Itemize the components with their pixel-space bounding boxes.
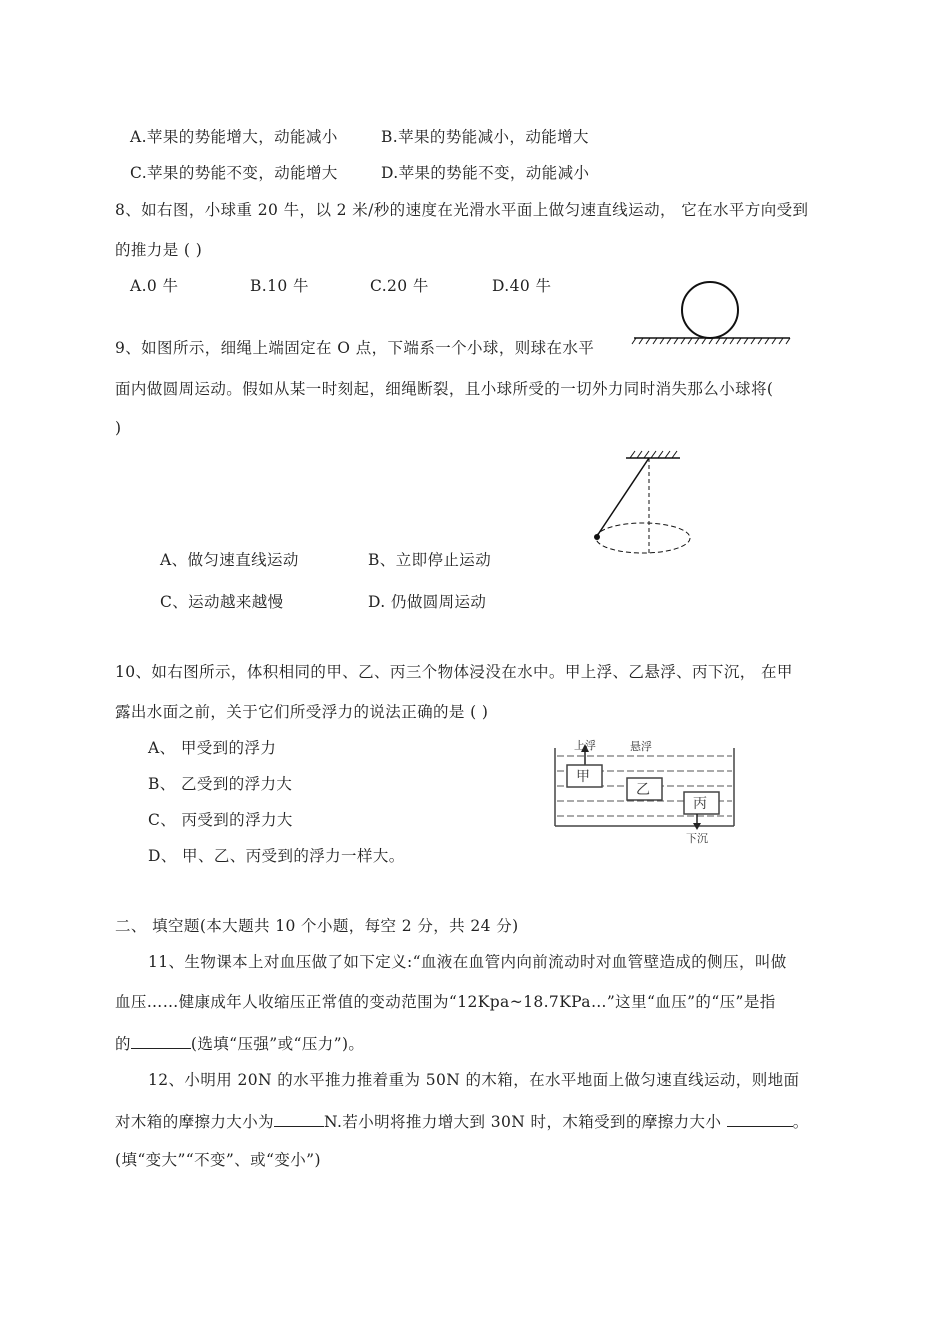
- q7-option-b: B.苹果的势能减小，动能增大: [381, 128, 589, 146]
- string-line: [597, 458, 649, 536]
- label-up: 上浮: [574, 739, 596, 752]
- q11-line3-prefix: 的: [115, 1035, 131, 1053]
- q9-option-c: C、运动越来越慢: [160, 593, 284, 611]
- ceiling-hatching: [630, 451, 677, 458]
- q8-line2: 的推力是 ( ): [115, 241, 203, 259]
- q10-option-b: B、 乙受到的浮力大: [148, 775, 293, 793]
- q8-option-c: C.20 牛: [370, 277, 429, 295]
- q10-option-d: D、 甲、乙、丙受到的浮力一样大。: [148, 847, 405, 865]
- q12-line2-suffix: 。: [792, 1113, 809, 1131]
- q11-line3: [115, 1032, 364, 1054]
- q8-line1: 8、如右图，小球重 20 牛，以 2 米/秒的速度在光滑水平面上做匀速直线运动， 它在水平方向受到: [115, 201, 809, 219]
- q7-option-a: A.苹果的势能增大，动能减小: [130, 128, 338, 146]
- conical-pendulum-figure: [590, 448, 710, 563]
- box-bing-label: 丙: [693, 796, 707, 812]
- label-down: 下沉: [686, 832, 708, 845]
- buoyancy-figure: [552, 738, 737, 848]
- q9-line3: ): [115, 419, 122, 437]
- box-yi-label: 乙: [636, 782, 650, 798]
- q8-option-d: D.40 牛: [492, 277, 552, 295]
- q10-line2: 露出水面之前，关于它们所受浮力的说法正确的是 ( ): [115, 703, 489, 721]
- q7-option-d: D.苹果的势能不变，动能减小: [381, 164, 590, 182]
- q9-option-b: B、立即停止运动: [368, 551, 492, 569]
- ball-circle: [682, 282, 738, 338]
- q9-option-a: A、做匀速直线运动: [160, 551, 299, 569]
- q10-option-c: C、 丙受到的浮力大: [148, 811, 293, 829]
- q12-line3: (填“变大”“不变”、或“变小”): [115, 1151, 321, 1169]
- q9-line2: 面内做圆周运动。假如从某一时刻起，细绳断裂，且小球所受的一切外力同时消失那么小球将(: [115, 380, 774, 398]
- q8-option-a: A.0 牛: [130, 277, 179, 295]
- box-jia-label: 甲: [576, 769, 590, 785]
- q10-line1: 10、如右图所示，体积相同的甲、乙、丙三个物体浸没在水中。甲上浮、乙悬浮、丙下沉， 在甲: [115, 663, 793, 681]
- q12-line2: [115, 1110, 809, 1132]
- q7-option-c: C.苹果的势能不变，动能增大: [130, 164, 338, 182]
- q9-line1: 9、如图所示，细绳上端固定在 O 点，下端系一个小球，则球在水平: [115, 339, 595, 357]
- section2-heading: 二、 填空题(本大题共 10 个小题，每空 2 分，共 24 分): [115, 917, 519, 935]
- q9-option-d: D. 仍做圆周运动: [368, 593, 487, 611]
- q8-option-b: B.10 牛: [250, 277, 309, 295]
- label-suspend: 悬浮: [630, 740, 652, 753]
- q12-line2-prefix: 对木箱的摩擦力大小为: [115, 1113, 275, 1131]
- circular-path-dashed: [596, 523, 690, 553]
- q12-answer-blank-2[interactable]: [727, 1110, 793, 1127]
- q10-option-a: A、 甲受到的浮力: [148, 739, 277, 757]
- ball-on-surface-figure: [630, 280, 795, 350]
- q11-answer-blank[interactable]: [131, 1032, 191, 1049]
- q12-line1: 12、小明用 20N 的水平推力推着重为 50N 的木箱，在水平地面上做匀速直线运动，则地面: [148, 1071, 800, 1089]
- pendulum-ball: [594, 534, 600, 540]
- q12-answer-blank-1[interactable]: [274, 1110, 324, 1127]
- q12-line2-middle: N.若小明将推力增大到 30N 时，木箱受到的摩擦力大小: [324, 1113, 727, 1131]
- q11-line2: 血压……健康成年人收缩压正常值的变动范围为“12Kpa~18.7KPa…”这里“血压”的“压”是指: [115, 993, 776, 1011]
- q11-line1: 11、生物课本上对血压做了如下定义:“血液在血管内向前流动时对血管壁造成的侧压，叫做: [148, 953, 787, 971]
- q11-line3-suffix: (选填“压强”或“压力”)。: [190, 1035, 365, 1053]
